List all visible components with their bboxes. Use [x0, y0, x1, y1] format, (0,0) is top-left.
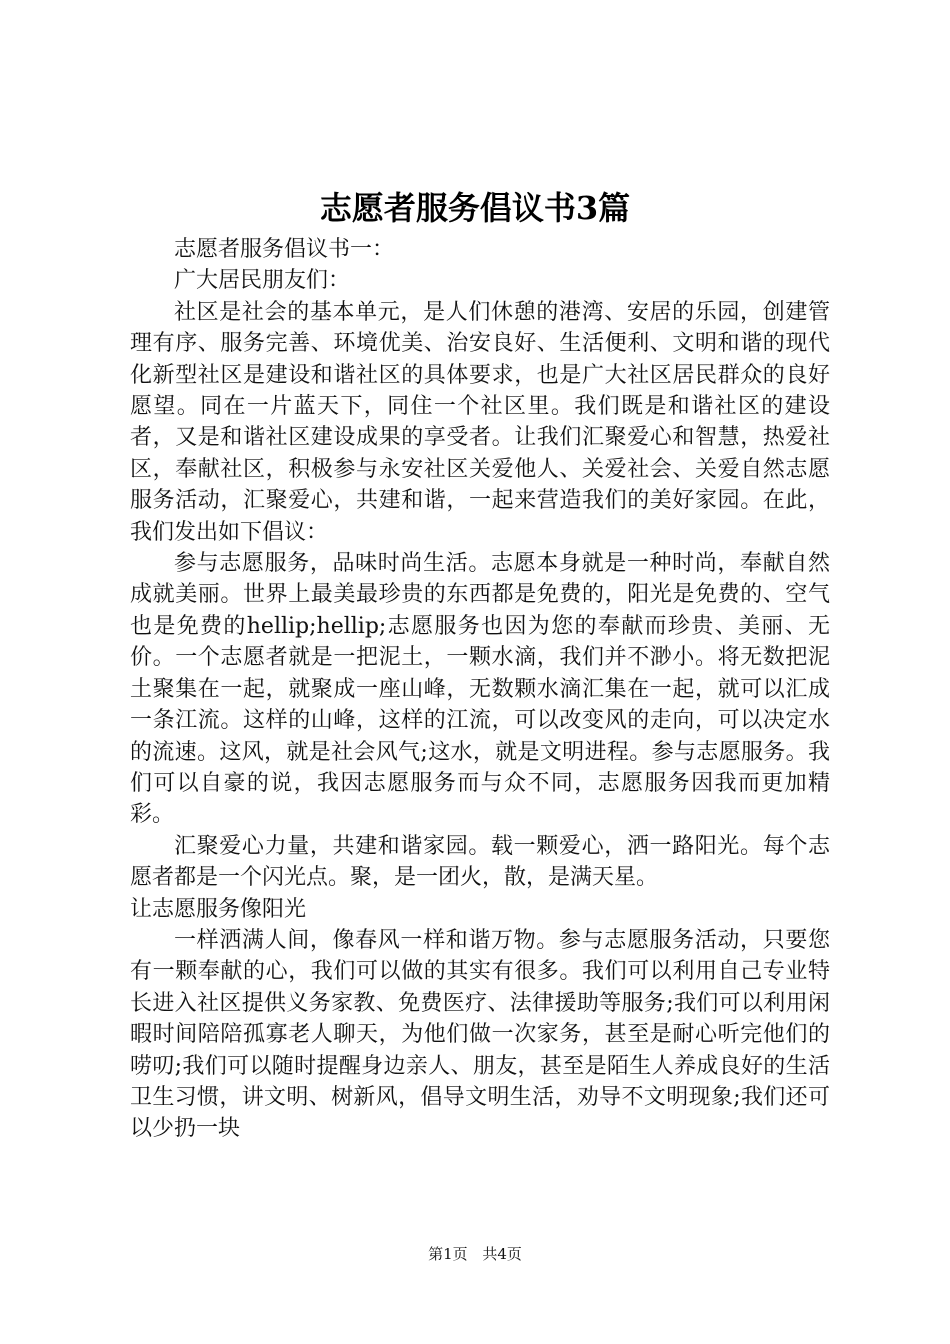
paragraph-proposal-two: 汇聚爱心力量，共建和谐家园。载一颗爱心，洒一路阳光。每个志愿者都是一个闪光点。聚，是一团火，散，是满天星。 [130, 833, 830, 891]
paragraph-intro: 社区是社会的基本单元，是人们休憩的港湾、安居的乐园，创建管理有序、服务完善、环境优美、治安良好、生活便利、文明和谐的现代化新型社区是建设和谐社区的具体要求，也是广大社区居民群众的良好愿望。同在一片蓝天下，同住一个社区里。我们既是和谐社区的建设者，又是和谐社区建设成果的享受者。让我们汇聚爱心和智慧，热爱社区，奉献社区，积极参与永安社区关爱他人、关爱社会、关爱自然志愿服务活动，汇聚爱心，共建和谐，一起来营造我们的美好家园。在此，我们发出如下倡议： [130, 299, 830, 545]
page-number: 第1页 [428, 1245, 468, 1263]
paragraph-salutation: 广大居民朋友们： [174, 268, 351, 294]
page-total: 共4页 [482, 1245, 522, 1263]
paragraph-heading: 志愿者服务倡议书一： [174, 237, 395, 262]
document-body [130, 234, 830, 1145]
document-title: 志愿者服务倡议书3篇 [319, 189, 631, 227]
paragraph-sunshine-line: 让志愿服务像阳光 [130, 896, 307, 922]
page-footer [0, 1242, 950, 1266]
paragraph-continuation: 一样洒满人间，像春风一样和谐万物。参与志愿服务活动，只要您有一颗奉献的心，我们可以做的其实有很多。我们可以利用自己专业特长进入社区提供义务家教、免费医疗、法律援助等服务;我们可以利用闲暇时间陪陪孤寡老人聊天，为他们做一次家务，甚至是耐心听完他们的唠叨;我们可以随时提醒身边亲人、朋友，甚至是陌生人养成良好的生活卫生习惯，讲文明、树新风，倡导文明生活，劝导不文明现象;我们还可以少扔一块 [130, 927, 830, 1142]
paragraph-proposal-one: 参与志愿服务，品味时尚生活。志愿本身就是一种时尚，奉献自然成就美丽。世界上最美最珍贵的东西都是免费的，阳光是免费的、空气也是免费的hellip;hellip;志愿服务也因为您的奉献而珍贵、美丽、无价。一个志愿者就是一把泥土，一颗水滴，我们并不渺小。将无数把泥土聚集在一起，就聚成一座山峰，无数颗水滴汇集在一起，就可以汇成一条江流。这样的山峰，这样的江流，可以改变风的走向，可以决定水的流速。这风，就是社会风气;这水，就是文明进程。参与志愿服务。我们可以自豪的说，我因志愿服务而与众不同，志愿服务因我而更加精彩。 [130, 551, 830, 828]
